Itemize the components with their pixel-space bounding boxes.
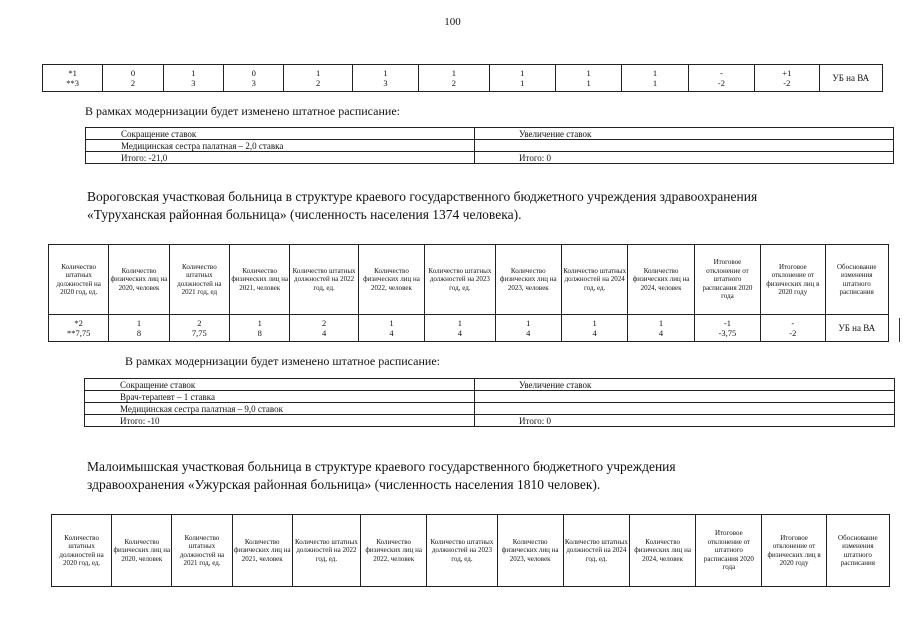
staff-cell — [43, 65, 103, 92]
value-top: - — [791, 318, 795, 328]
value-top: 1 — [652, 68, 658, 78]
staff-cell — [688, 65, 754, 92]
header-row — [52, 515, 890, 587]
value-bottom: 2 — [130, 78, 136, 88]
staff-cell — [358, 315, 424, 342]
basis-cell: УБ на ВА — [819, 65, 882, 92]
modernization-table — [84, 378, 895, 427]
value-bottom: 4 — [526, 328, 531, 338]
value-top: 1 — [526, 318, 531, 328]
column-header: Итоговое отклонение от физических лиц в 2020 году — [762, 515, 826, 587]
value-bottom: **7,75 — [66, 328, 91, 338]
value-bottom: 8 — [136, 328, 142, 338]
column-header: Количество физических лиц на 2024, человек — [630, 515, 696, 587]
basis-cell: УБ на ВА — [825, 315, 888, 342]
value-top: 1 — [315, 68, 321, 78]
value-top: 1 — [586, 68, 591, 78]
staff-cell — [163, 65, 223, 92]
increase-item — [475, 403, 895, 415]
column-header: Количество физических лиц на 2022, человек — [358, 245, 424, 315]
value-bottom: 1 — [652, 78, 658, 88]
value-top: - — [720, 68, 723, 78]
table-row — [86, 128, 894, 140]
value-top: *2 — [74, 318, 83, 328]
staff-cell — [49, 315, 109, 342]
hospital-heading — [87, 188, 757, 224]
increase-item — [475, 140, 894, 152]
table-row — [85, 403, 895, 415]
staff-cell — [419, 65, 489, 92]
column-header: Количество физических лиц на 2023, человек — [497, 515, 563, 587]
column-header: Количество штатных должностей на 2020 год, ед. — [52, 515, 112, 587]
value-bottom: -2 — [717, 78, 725, 88]
value-top: *1 — [68, 68, 77, 78]
table-row — [86, 140, 894, 152]
column-header: Итоговое отклонение от штатного расписания 2020 года — [694, 245, 760, 315]
column-header: Итоговое отклонение от физических лиц в 2020 году — [761, 245, 825, 315]
heading-line: Вороговская участковая больница в структуре краевого государственного бюджетного учреждения здравоохранения — [87, 189, 758, 204]
cut-item: Медицинская сестра палатная – 2,0 ставка — [86, 140, 475, 152]
table-row — [49, 315, 889, 342]
column-header: Количество штатных должностей на 2021 год, ед — [169, 245, 229, 315]
value-top: 1 — [257, 318, 262, 328]
column-header: Количество физических лиц на 2021, человек — [230, 245, 290, 315]
value-bottom: 2 — [451, 78, 456, 88]
staff-cell — [555, 65, 621, 92]
increase-total: Итого: 0 — [475, 415, 895, 427]
modernization-intro: В рамках модернизации будет изменено штатное расписание: — [125, 354, 440, 368]
staff-cell — [694, 315, 760, 342]
cut-header: Сокращение ставок — [85, 379, 475, 391]
column-header: Обоснование изменения штатного расписания — [825, 245, 888, 315]
increase-header: Увеличение ставок — [475, 379, 895, 391]
staff-cell — [489, 65, 555, 92]
staff-cell — [761, 315, 825, 342]
staff-cell — [109, 315, 169, 342]
table-row — [85, 391, 895, 403]
cut-item: Медицинская сестра палатная – 9,0 ставок — [85, 403, 475, 415]
staff-cell — [628, 315, 694, 342]
column-header: Количество штатных должностей на 2023 год, ед. — [427, 515, 497, 587]
value-top: 1 — [136, 318, 142, 328]
value-bottom: 7,75 — [191, 328, 207, 338]
value-bottom: 4 — [321, 328, 327, 338]
column-header: Количество штатных должностей на 2024 год, ед. — [563, 515, 629, 587]
scan-edge-mark — [899, 318, 900, 342]
value-bottom: 4 — [457, 328, 462, 338]
staff-cell — [561, 315, 627, 342]
staff-cell — [755, 65, 819, 92]
hospital-heading — [87, 458, 676, 494]
value-top: -1 — [723, 318, 731, 328]
column-header: Количество штатных должностей на 2022 год, ед. — [290, 245, 358, 315]
staff-cell — [230, 315, 290, 342]
increase-item — [475, 391, 895, 403]
staff-cell — [284, 65, 352, 92]
value-bottom: -2 — [789, 328, 797, 338]
staff-cell — [169, 315, 229, 342]
value-bottom: 4 — [389, 328, 394, 338]
cut-item: Врач-терапевт – 1 ставка — [85, 391, 475, 403]
value-top: 1 — [457, 318, 462, 328]
value-top: 0 — [251, 68, 256, 78]
cut-total: Итого: -10 — [85, 415, 475, 427]
value-top: 1 — [191, 68, 196, 78]
value-top: 2 — [197, 318, 202, 328]
value-top: 2 — [321, 318, 327, 328]
column-header: Итоговое отклонение от штатного расписания 2020 года — [696, 515, 762, 587]
modernization-intro: В рамках модернизации будет изменено штатное расписание: — [85, 104, 400, 118]
value-bottom: 1 — [586, 78, 591, 88]
column-header: Количество физических лиц на 2024, человек — [628, 245, 694, 315]
value-top: 1 — [389, 318, 394, 328]
value-top: 1 — [451, 68, 456, 78]
column-header: Количество штатных должностей на 2022 год, ед. — [292, 515, 360, 587]
page-number: 100 — [444, 16, 461, 28]
value-bottom: 2 — [315, 78, 321, 88]
value-bottom: 3 — [383, 78, 388, 88]
table-row — [85, 379, 895, 391]
column-header: Количество физических лиц на 2022, человек — [361, 515, 427, 587]
value-top: 1 — [383, 68, 388, 78]
value-bottom: 4 — [658, 328, 664, 338]
column-header: Количество физических лиц на 2020, человек — [109, 245, 169, 315]
value-top: 1 — [658, 318, 664, 328]
staff-cell — [290, 315, 358, 342]
header-row — [49, 245, 889, 315]
column-header: Количество штатных должностей на 2020 год, ед. — [49, 245, 109, 315]
table-row — [43, 65, 883, 92]
column-header: Количество штатных должностей на 2023 год, ед. — [425, 245, 495, 315]
staff-cell — [495, 315, 561, 342]
cut-total: Итого: -21,0 — [86, 152, 475, 164]
column-header: Количество физических лиц на 2020, человек — [112, 515, 172, 587]
value-top: 1 — [520, 68, 525, 78]
column-header: Количество штатных должностей на 2024 год, ед. — [561, 245, 627, 315]
staff-cell — [425, 315, 495, 342]
staff-cell — [622, 65, 688, 92]
increase-header: Увеличение ставок — [475, 128, 894, 140]
value-bottom: **3 — [66, 78, 80, 88]
column-header: Количество физических лиц на 2021, человек — [232, 515, 292, 587]
table-row — [85, 415, 895, 427]
increase-total: Итого: 0 — [475, 152, 894, 164]
staff-cell — [224, 65, 284, 92]
value-bottom: -3,75 — [718, 328, 737, 338]
value-top: 0 — [130, 68, 136, 78]
value-bottom: -2 — [783, 78, 791, 88]
value-bottom: 3 — [191, 78, 196, 88]
staff-table — [48, 244, 889, 342]
value-bottom: 4 — [592, 328, 597, 338]
value-bottom: 1 — [520, 78, 525, 88]
column-header: Количество штатных должностей на 2021 год, ед. — [172, 515, 232, 587]
value-bottom: 8 — [257, 328, 262, 338]
column-header: Количество физических лиц на 2023, человек — [495, 245, 561, 315]
cut-header: Сокращение ставок — [86, 128, 475, 140]
value-bottom: 3 — [251, 78, 256, 88]
heading-line: здравоохранения «Ужурская районная больница» (численность населения 1810 человек). — [87, 477, 601, 492]
heading-line: Малоимышская участковая больница в структуре краевого государственного бюджетного учреждения — [87, 459, 676, 474]
value-top: 1 — [592, 318, 597, 328]
value-top: +1 — [782, 68, 792, 78]
staff-table-continued — [42, 64, 883, 92]
staff-table — [51, 514, 890, 587]
staff-cell — [103, 65, 163, 92]
heading-line: «Туруханская районная больница» (численность населения 1374 человека). — [87, 207, 522, 222]
column-header: Обоснование изменения штатного расписания — [826, 515, 889, 587]
table-row — [86, 152, 894, 164]
staff-cell — [352, 65, 418, 92]
modernization-table — [85, 127, 894, 164]
